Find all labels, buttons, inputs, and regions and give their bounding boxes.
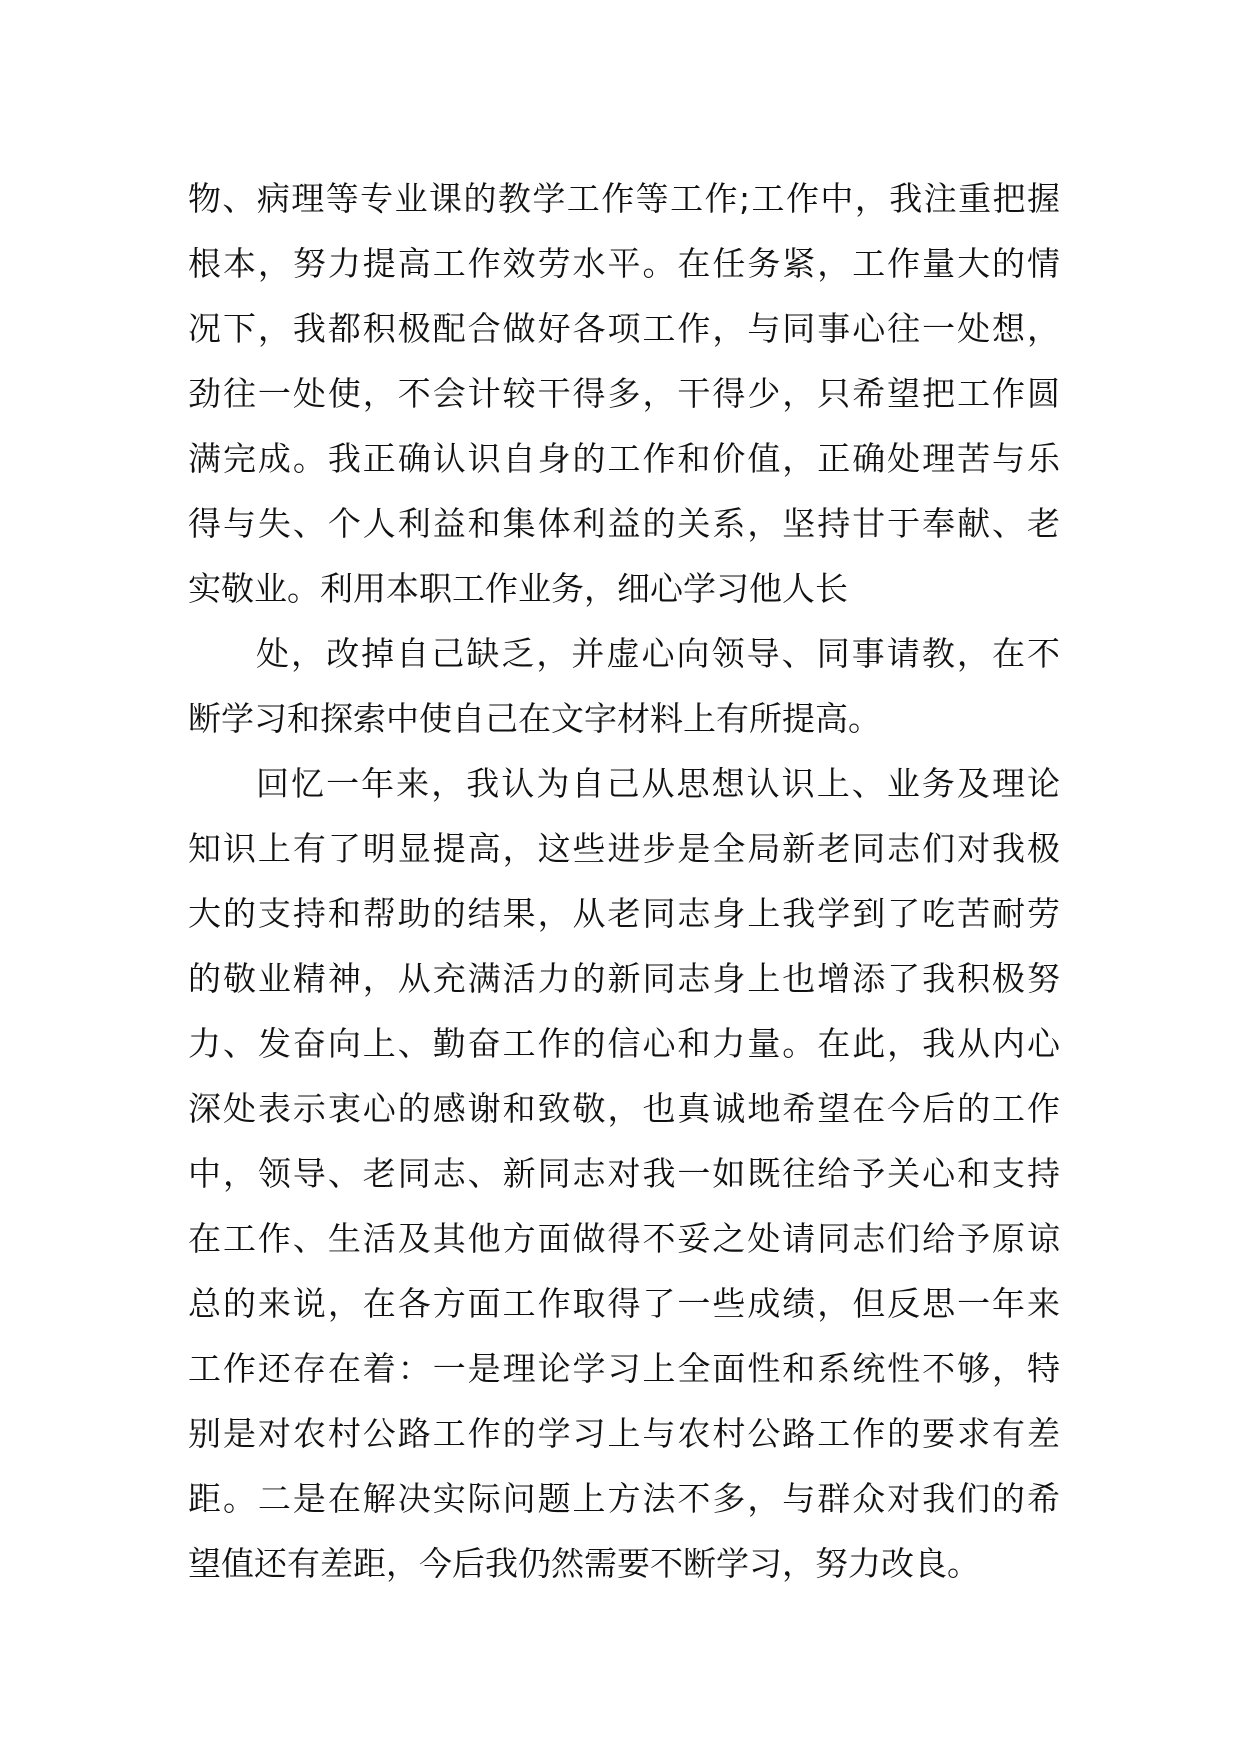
text-line: 得与失、个人利益和集体利益的关系，坚持甘于奉献、老 (188, 504, 1060, 543)
text-line: 满完成。我正确认识自身的工作和价值，正确处理苦与乐 (188, 439, 1060, 478)
text-line: 在工作、生活及其他方面做得不妥之处请同志们给予原谅 (188, 1219, 1060, 1258)
text-line: 物、病理等专业课的教学工作等工作;工作中，我注重把握 (188, 179, 1060, 218)
text-line: 望值还有差距，今后我仍然需要不断学习，努力改良。 (188, 1544, 980, 1583)
text-line: 劲往一处使，不会计较干得多，干得少，只希望把工作圆 (188, 374, 1060, 413)
text-line: 别是对农村公路工作的学习上与农村公路工作的要求有差 (188, 1414, 1060, 1453)
text-line: 工作还存在着：一是理论学习上全面性和系统性不够，特 (188, 1349, 1060, 1388)
document-page (188, 166, 1060, 1596)
text-line: 断学习和探索中使自己在文字材料上有所提高。 (188, 699, 881, 738)
text-line: 实敬业。利用本职工作业务，细心学习他人长 (188, 569, 848, 608)
text-line: 力、发奋向上、勤奋工作的信心和力量。在此，我从内心 (188, 1024, 1060, 1063)
text-line: 知识上有了明显提高，这些进步是全局新老同志们对我极 (188, 829, 1060, 868)
text-line: 处，改掉自己缺乏，并虚心向领导、同事请教，在不 (256, 634, 1060, 673)
text-line: 根本，努力提高工作效劳水平。在任务紧，工作量大的情 (188, 244, 1060, 283)
text-line: 大的支持和帮助的结果，从老同志身上我学到了吃苦耐劳 (188, 894, 1060, 933)
text-line: 况下，我都积极配合做好各项工作，与同事心往一处想， (188, 309, 1060, 348)
text-line: 回忆一年来，我认为自己从思想认识上、业务及理论 (256, 764, 1060, 803)
text-line: 总的来说，在各方面工作取得了一些成绩，但反思一年来 (188, 1284, 1060, 1323)
text-line: 深处表示衷心的感谢和致敬，也真诚地希望在今后的工作 (188, 1089, 1060, 1128)
text-line: 距。二是在解决实际问题上方法不多，与群众对我们的希 (188, 1479, 1060, 1518)
text-line: 中，领导、老同志、新同志对我一如既往给予关心和支持 (188, 1154, 1060, 1193)
text-line: 的敬业精神，从充满活力的新同志身上也增添了我积极努 (188, 959, 1060, 998)
